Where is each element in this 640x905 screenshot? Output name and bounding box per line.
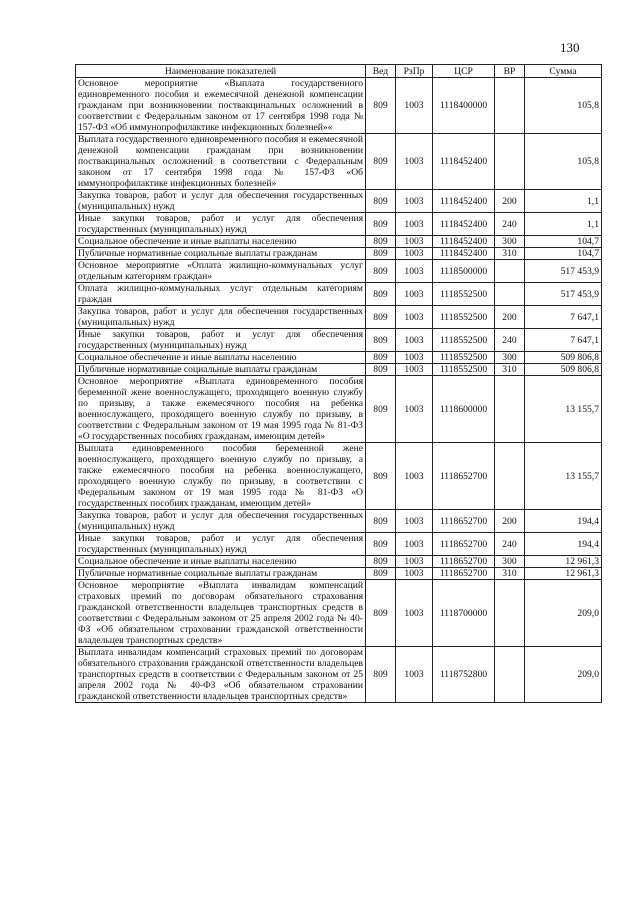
cell-ved: 809 [366, 510, 396, 533]
cell-rzpr: 1003 [396, 533, 433, 556]
cell-ved: 809 [366, 364, 396, 376]
table-row [76, 352, 602, 364]
cell-sum: 517 453,9 [525, 260, 602, 283]
cell-ved: 809 [366, 376, 396, 443]
cell-name: Публичные нормативные социальные выплаты гражданам [76, 248, 366, 260]
cell-ved: 809 [366, 283, 396, 306]
cell-csr: 1118452400 [433, 213, 495, 236]
cell-sum: 105,8 [525, 134, 602, 190]
cell-rzpr: 1003 [396, 213, 433, 236]
cell-sum: 104,7 [525, 236, 602, 248]
table-row [76, 580, 602, 647]
cell-ved: 809 [366, 236, 396, 248]
cell-ved: 809 [366, 78, 396, 134]
header-sum: Сумма [525, 65, 602, 78]
cell-ved: 809 [366, 352, 396, 364]
cell-rzpr: 1003 [396, 329, 433, 352]
table-row [76, 78, 602, 134]
cell-csr: 1118452400 [433, 248, 495, 260]
cell-rzpr: 1003 [396, 647, 433, 703]
cell-vr: 240 [495, 533, 525, 556]
cell-csr: 1118652700 [433, 510, 495, 533]
cell-ved: 809 [366, 568, 396, 580]
cell-name: Закупка товаров, работ и услуг для обеспечения государственных (муниципальных) нужд [76, 510, 366, 533]
cell-csr: 1118500000 [433, 260, 495, 283]
cell-rzpr: 1003 [396, 510, 433, 533]
header-row [76, 65, 602, 78]
table-row [76, 568, 602, 580]
cell-rzpr: 1003 [396, 236, 433, 248]
cell-csr: 1118652700 [433, 533, 495, 556]
cell-sum: 517 453,9 [525, 283, 602, 306]
cell-rzpr: 1003 [396, 260, 433, 283]
cell-name: Основное мероприятие «Выплата инвалидам компенсаций страховых премий по договорам обязательного страхования гражданской ответственности владельцев транспортных средств в соответствии с Федеральным законом от 25 апреля 2002 года № 40-ФЗ «Об обязательном страховании гражданской ответственности владельцев транспортных средств» [76, 580, 366, 647]
cell-sum: 194,4 [525, 510, 602, 533]
header-name: Наименование показателей [76, 65, 366, 78]
cell-vr: 310 [495, 364, 525, 376]
cell-name: Основное мероприятие «Выплата единовременного пособия беременной жене военнослужащего, проходящего военную службу по призыву, а также ежемесячного пособия на ребенка военнослужащего, проходящего военную службу по призыву, в соответствии с Федеральным законом от 19 мая 1995 года № 81-ФЗ «О государственных пособиях гражданам, имеющим детей» [76, 376, 366, 443]
cell-name: Социальное обеспечение и иные выплаты населению [76, 352, 366, 364]
cell-sum: 13 155,7 [525, 443, 602, 510]
cell-sum: 1,1 [525, 213, 602, 236]
cell-name: Иные закупки товаров, работ и услуг для обеспечения государственных (муниципальных) нужд [76, 533, 366, 556]
header-csr: ЦСР [433, 65, 495, 78]
cell-vr [495, 260, 525, 283]
table-row [76, 260, 602, 283]
cell-csr: 1118752800 [433, 647, 495, 703]
cell-vr: 240 [495, 213, 525, 236]
cell-name: Выплата государственного единовременного пособия и ежемесячной денежной компенсации гражданам при возникновении поствакцинальных осложнений в соответствии с Федеральным законом от 17 сентября 1998 года № 157-ФЗ «Об иммунопрофилактике инфекционных болезней» [76, 134, 366, 190]
cell-rzpr: 1003 [396, 568, 433, 580]
cell-csr: 1118600000 [433, 376, 495, 443]
cell-vr: 310 [495, 568, 525, 580]
cell-ved: 809 [366, 306, 396, 329]
cell-rzpr: 1003 [396, 352, 433, 364]
table-row [76, 236, 602, 248]
cell-vr [495, 78, 525, 134]
table-row [76, 306, 602, 329]
table-row [76, 510, 602, 533]
cell-rzpr: 1003 [396, 248, 433, 260]
table-row [76, 190, 602, 213]
cell-vr: 240 [495, 329, 525, 352]
cell-name: Иные закупки товаров, работ и услуг для обеспечения государственных (муниципальных) нужд [76, 213, 366, 236]
table-row [76, 329, 602, 352]
cell-rzpr: 1003 [396, 364, 433, 376]
cell-csr: 1118552500 [433, 364, 495, 376]
cell-vr [495, 647, 525, 703]
cell-sum: 12 961,3 [525, 556, 602, 568]
cell-sum: 12 961,3 [525, 568, 602, 580]
cell-csr: 1118652700 [433, 443, 495, 510]
table-row [76, 556, 602, 568]
cell-csr: 1118652700 [433, 568, 495, 580]
cell-sum: 7 647,1 [525, 306, 602, 329]
cell-csr: 1118552500 [433, 352, 495, 364]
header-ved: Вед [366, 65, 396, 78]
cell-name: Оплата жилищно-коммунальных услуг отдельным категориям граждан [76, 283, 366, 306]
cell-sum: 209,0 [525, 647, 602, 703]
cell-name: Публичные нормативные социальные выплаты гражданам [76, 568, 366, 580]
cell-vr [495, 134, 525, 190]
cell-rzpr: 1003 [396, 78, 433, 134]
cell-sum: 209,0 [525, 580, 602, 647]
cell-vr [495, 580, 525, 647]
cell-vr: 310 [495, 248, 525, 260]
cell-vr: 200 [495, 190, 525, 213]
page-number: 130 [560, 40, 580, 55]
cell-vr: 300 [495, 352, 525, 364]
cell-sum: 194,4 [525, 533, 602, 556]
cell-vr: 300 [495, 556, 525, 568]
cell-vr [495, 283, 525, 306]
cell-sum: 13 155,7 [525, 376, 602, 443]
table-row [76, 376, 602, 443]
cell-rzpr: 1003 [396, 190, 433, 213]
cell-csr: 1118452400 [433, 134, 495, 190]
table-row [76, 134, 602, 190]
cell-csr: 1118700000 [433, 580, 495, 647]
cell-csr: 1118552500 [433, 306, 495, 329]
cell-name: Выплата инвалидам компенсаций страховых премий по договорам обязательного страхования гражданской ответственности владельцев транспортных средств в соответствии с Федеральным законом от 25 апреля 2002 года № 40-ФЗ «Об обязательном страховании гражданской ответственности владельцев транспортных средств» [76, 647, 366, 703]
cell-name: Публичные нормативные социальные выплаты гражданам [76, 364, 366, 376]
cell-csr: 1118652700 [433, 556, 495, 568]
header-rzpr: РзПр [396, 65, 433, 78]
cell-ved: 809 [366, 329, 396, 352]
cell-ved: 809 [366, 647, 396, 703]
cell-vr [495, 443, 525, 510]
cell-csr: 1118552500 [433, 283, 495, 306]
cell-ved: 809 [366, 443, 396, 510]
cell-ved: 809 [366, 190, 396, 213]
cell-ved: 809 [366, 213, 396, 236]
cell-vr: 200 [495, 306, 525, 329]
cell-name: Закупка товаров, работ и услуг для обеспечения государственных (муниципальных) нужд [76, 190, 366, 213]
table-row [76, 364, 602, 376]
table-row [76, 647, 602, 703]
cell-sum: 509 806,8 [525, 352, 602, 364]
cell-csr: 1118452400 [433, 236, 495, 248]
cell-rzpr: 1003 [396, 443, 433, 510]
cell-rzpr: 1003 [396, 134, 433, 190]
header-vr: ВР [495, 65, 525, 78]
cell-rzpr: 1003 [396, 556, 433, 568]
cell-name: Иные закупки товаров, работ и услуг для обеспечения государственных (муниципальных) нужд [76, 329, 366, 352]
cell-sum: 1,1 [525, 190, 602, 213]
cell-name: Социальное обеспечение и иные выплаты населению [76, 556, 366, 568]
cell-ved: 809 [366, 533, 396, 556]
table-row [76, 248, 602, 260]
cell-name: Основное мероприятие «Выплата государственного единовременного пособия и ежемесячной денежной компенсации гражданам при возникновении поствакцинальных осложнений в соответствии с Федеральным законом от 17 сентября 1998 года № 157-ФЗ «Об иммунопрофилактике инфекционных болезней»« [76, 78, 366, 134]
cell-vr [495, 376, 525, 443]
cell-sum: 105,8 [525, 78, 602, 134]
table-row [76, 443, 602, 510]
cell-rzpr: 1003 [396, 283, 433, 306]
cell-csr: 1118452400 [433, 190, 495, 213]
cell-sum: 104,7 [525, 248, 602, 260]
table-row [76, 213, 602, 236]
cell-rzpr: 1003 [396, 306, 433, 329]
table-row [76, 283, 602, 306]
cell-ved: 809 [366, 556, 396, 568]
cell-name: Социальное обеспечение и иные выплаты населению [76, 236, 366, 248]
cell-csr: 1118552500 [433, 329, 495, 352]
budget-table [75, 64, 602, 703]
cell-vr: 300 [495, 236, 525, 248]
cell-sum: 509 806,8 [525, 364, 602, 376]
cell-csr: 1118400000 [433, 78, 495, 134]
cell-ved: 809 [366, 580, 396, 647]
cell-ved: 809 [366, 134, 396, 190]
cell-vr: 200 [495, 510, 525, 533]
cell-rzpr: 1003 [396, 376, 433, 443]
cell-name: Закупка товаров, работ и услуг для обеспечения государственных (муниципальных) нужд [76, 306, 366, 329]
cell-ved: 809 [366, 260, 396, 283]
cell-sum: 7 647,1 [525, 329, 602, 352]
cell-name: Выплата единовременного пособия беременной жене военнослужащего, проходящего военную службу по призыву, а также ежемесячного пособия на ребенка военнослужащего, проходящего военную службу по призыву, в соответствии с Федеральным законом от 19 мая 1995 года № 81-ФЗ «О государственных пособиях гражданам, имеющим детей» [76, 443, 366, 510]
cell-rzpr: 1003 [396, 580, 433, 647]
cell-ved: 809 [366, 248, 396, 260]
table-row [76, 533, 602, 556]
cell-name: Основное мероприятие «Оплата жилищно-коммунальных услуг отдельным категориям граждан» [76, 260, 366, 283]
